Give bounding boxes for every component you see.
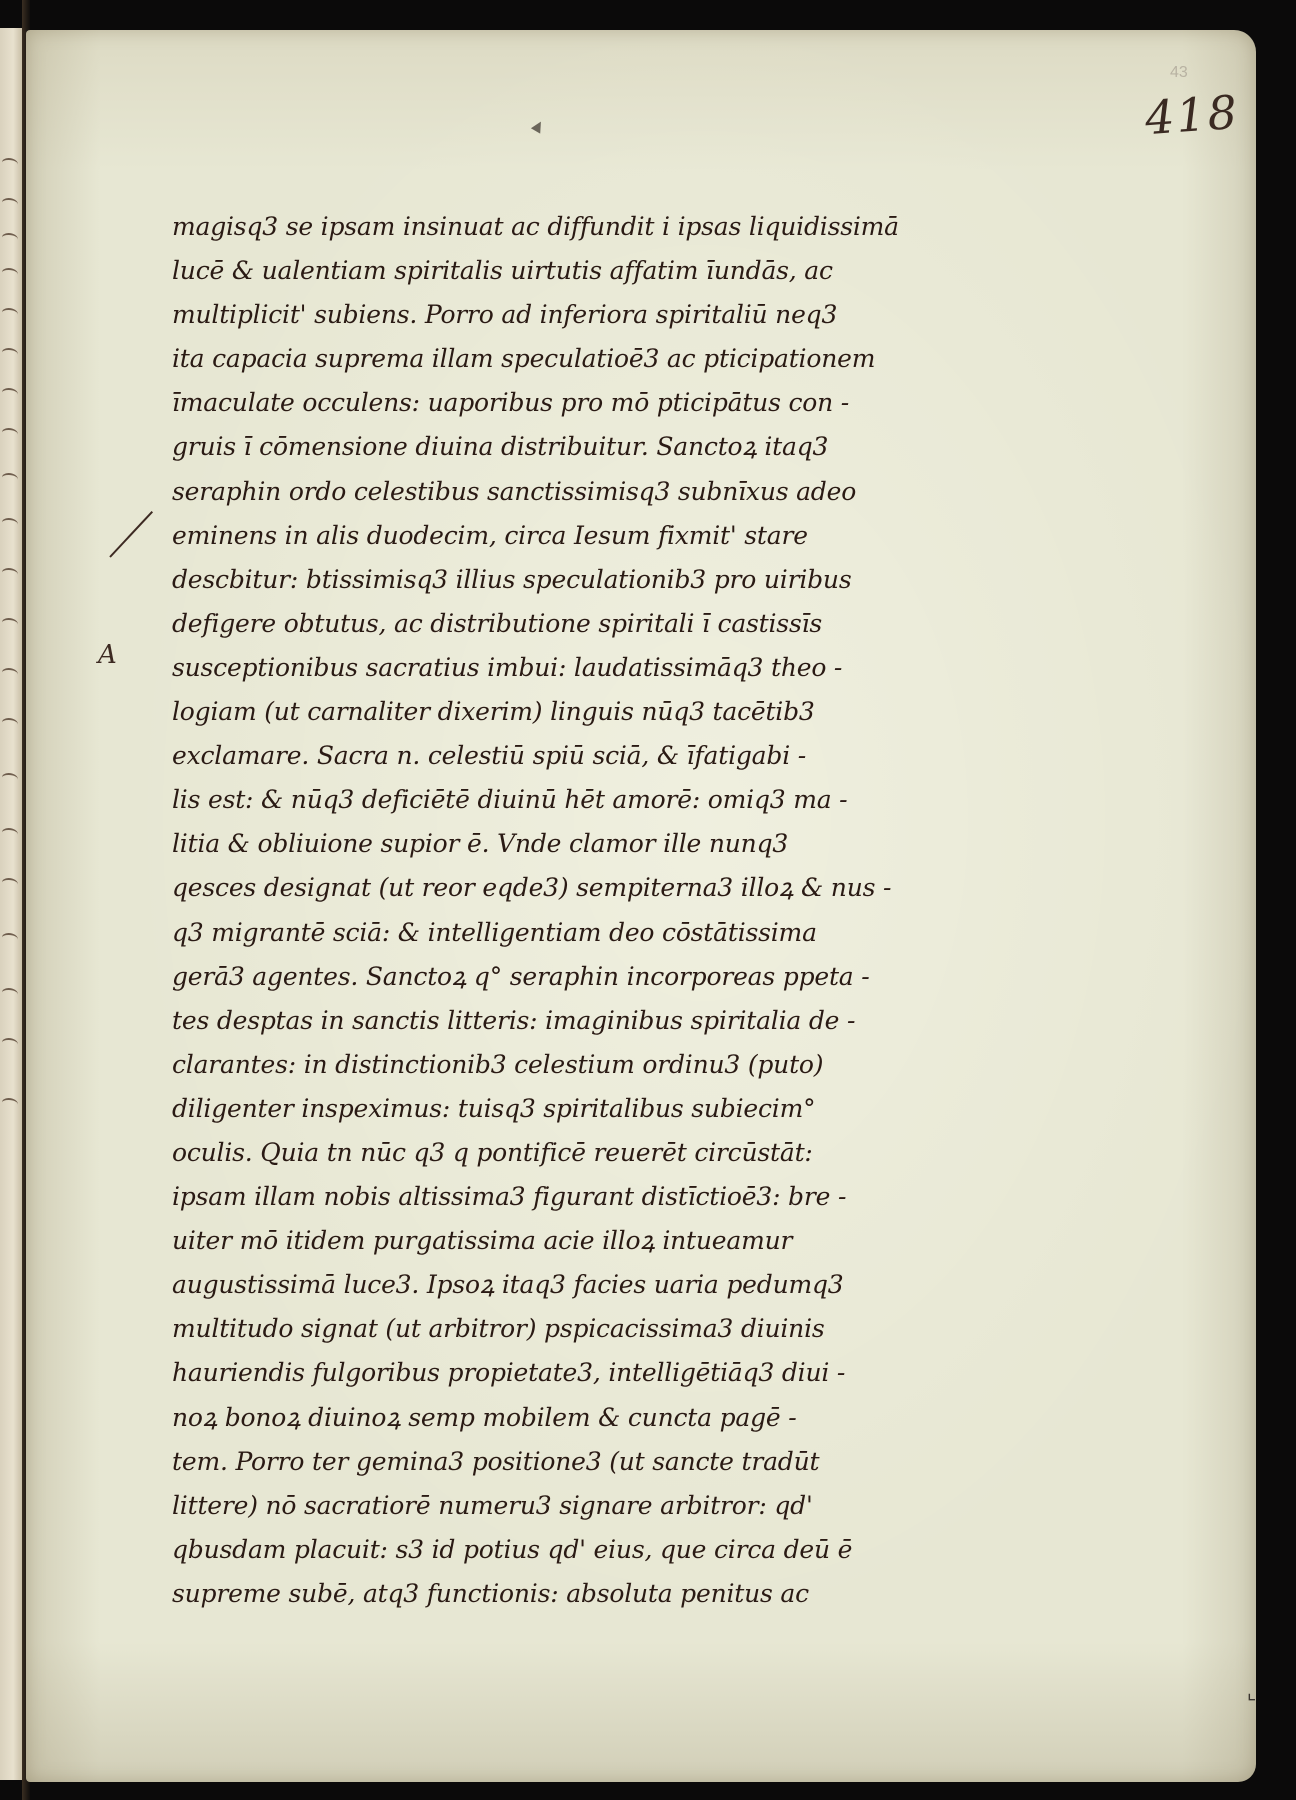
manuscript-line: tes desptas in sanctis litteris: imaginibus spiritalia de -	[172, 1005, 856, 1035]
manuscript-line: ipsam illam nobis altissima3 figurant distīctioē3: bre -	[172, 1182, 847, 1212]
manuscript-line: supreme subē, atq3 functionis: absoluta penitus ac	[172, 1578, 809, 1608]
manuscript-line: gerā3 agentes. Sanctoꝝ q° seraphin incorporeas ppeta -	[172, 961, 870, 991]
manuscript-line: ita capacia suprema illam speculatioē3 ac pticipationem	[172, 344, 876, 374]
facing-page-ink-mark	[2, 1038, 18, 1049]
manuscript-line: q3 migrantē sciā: & intelligentiam deo cōstātissima	[172, 917, 817, 947]
marginal-letter: A	[98, 640, 117, 670]
manuscript-line: tem. Porro ter gemina3 positione3 (ut sancte tradūt	[172, 1446, 820, 1476]
facing-page-ink-mark	[2, 388, 18, 399]
manuscript-line: clarantes: in distinctionib3 celestium ordinu3 (puto)	[172, 1049, 824, 1079]
facing-page-ink-mark	[2, 473, 18, 484]
facing-page-ink-mark	[2, 773, 18, 784]
manuscript-line: littere) nō sacratiorē numeru3 signare arbitror: qd'	[172, 1490, 813, 1520]
ink-speck: ▲	[529, 116, 548, 136]
facing-page-ink-mark	[2, 668, 18, 679]
manuscript-line: seraphin ordo celestibus sanctissimisq3 subnīxus adeo	[172, 476, 857, 506]
manuscript-line: noꝝ bonoꝝ diuinoꝝ semp mobilem & cuncta pagē -	[172, 1402, 797, 1432]
facing-page-ink-mark	[2, 568, 18, 579]
facing-page-ink-mark	[2, 233, 18, 244]
facing-page-ink-mark	[2, 428, 18, 439]
manuscript-line: eminens in alis duodecim, circa Iesum fixmit' stare	[172, 520, 808, 550]
facing-page-ink-mark	[2, 718, 18, 729]
facing-page-ink-mark	[2, 308, 18, 319]
facing-page-ink-mark	[2, 878, 18, 889]
manuscript-line: defigere obtutus, ac distributione spiritali ī castissīs	[172, 608, 822, 638]
manuscript-line: uiter mō itidem purgatissima acie illoꝝ intueamur	[172, 1226, 793, 1256]
facing-page-ink-mark	[2, 828, 18, 839]
facing-page-ink-mark	[2, 158, 18, 169]
folio-number: 418	[1143, 84, 1241, 146]
manuscript-line: multiplicit' subiens. Porro ad inferiora spiritaliū neq3	[172, 300, 838, 330]
manuscript-line: descbitur: btissimisq3 illius speculationib3 pro uiribus	[172, 564, 852, 594]
manuscript-line: diligenter inspeximus: tuisq3 spiritalibus subiecim°	[172, 1093, 816, 1123]
manuscript-line: qesces designat (ut reor eqde3) sempiterna3 illoꝝ & nus -	[172, 873, 892, 903]
facing-page-ink-mark	[2, 933, 18, 944]
catchword-mark: ⌞	[1247, 1680, 1257, 1704]
manuscript-text-block	[172, 205, 932, 1616]
facing-page-ink-mark	[2, 1098, 18, 1109]
manuscript-line: hauriendis fulgoribus propietate3, intelligētiāq3 diui -	[172, 1358, 846, 1388]
manuscript-line: augustissimā luce3. Ipsoꝝ itaq3 facies uaria pedumq3	[172, 1270, 844, 1300]
facing-page-ink-mark	[2, 268, 18, 279]
manuscript-line: oculis. Quia tn nūc q3 q pontificē reuerēt circūstāt:	[172, 1137, 813, 1167]
facing-page-ink-mark	[2, 618, 18, 629]
facing-page-edge	[0, 28, 23, 1780]
manuscript-line: litia & obliuione supior ē. Vnde clamor ille nunq3	[172, 829, 789, 859]
facing-page-ink-mark	[2, 988, 18, 999]
manuscript-line: susceptionibus sacratius imbui: laudatissimāq3 theo -	[172, 652, 843, 682]
facing-page-ink-mark	[2, 198, 18, 209]
manuscript-line: magisq3 se ipsam insinuat ac diffundit i ipsas liquidissimā	[172, 212, 899, 241]
manuscript-line: lis est: & nūq3 deficiētē diuinū hēt amorē: omiq3 ma -	[172, 785, 848, 815]
facing-page-ink-mark	[2, 348, 18, 359]
manuscript-line: lucē & ualentiam spiritalis uirtutis affatim īundās, ac	[172, 256, 833, 286]
manuscript-line: logiam (ut carnaliter dixerim) linguis nūq3 tacētib3	[172, 697, 815, 727]
facing-page-ink-mark	[2, 518, 18, 529]
manuscript-line: multitudo signat (ut arbitror) pspicacissima3 diuinis	[172, 1314, 825, 1344]
manuscript-line: īmaculate occulens: uaporibus pro mō pticipātus con -	[172, 388, 850, 418]
pencil-foliation: 43	[1170, 64, 1188, 81]
manuscript-line: qbusdam placuit: s3 id potius qd' eius, que circa deū ē	[172, 1534, 853, 1564]
manuscript-line: exclamare. Sacra n. celestiū spiū sciā, & īfatigabi -	[172, 741, 806, 771]
manuscript-line: gruis ī cōmensione diuina distribuitur. Sanctoꝝ itaq3	[172, 432, 829, 462]
